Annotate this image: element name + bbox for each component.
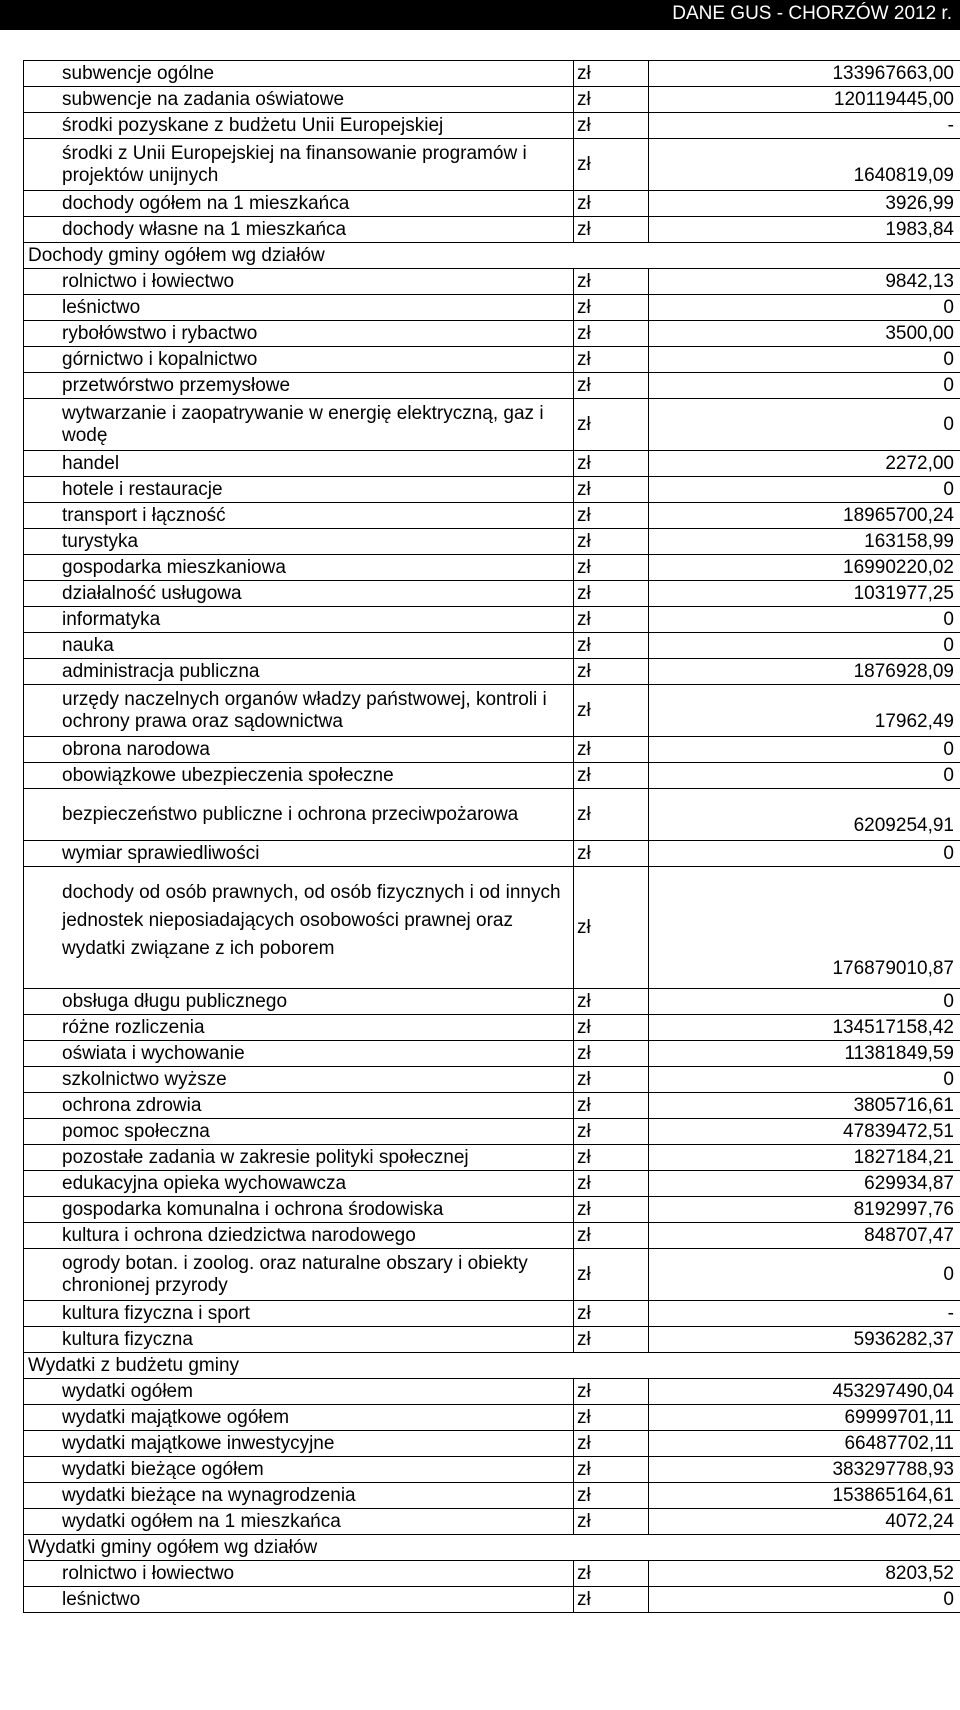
table-row <box>24 87 960 113</box>
currency-cell: zł <box>574 1327 649 1353</box>
currency-cell: zł <box>574 451 649 477</box>
value-cell: 0 <box>649 1249 960 1301</box>
table-row <box>24 295 960 321</box>
table-row <box>24 1535 960 1561</box>
table-row <box>24 529 960 555</box>
row-label: pozostałe zadania w zakresie polityki społecznej <box>24 1145 574 1171</box>
row-label: działalność usługowa <box>24 581 574 607</box>
value-cell: 3926,99 <box>649 191 960 217</box>
section-heading: Wydatki gminy ogółem wg działów <box>24 1535 574 1561</box>
currency-cell: zł <box>574 789 649 841</box>
value-cell: 4072,24 <box>649 1509 960 1535</box>
row-label: subwencje ogólne <box>24 61 574 87</box>
currency-cell: zł <box>574 763 649 789</box>
currency-cell: zł <box>574 607 649 633</box>
currency-cell: zł <box>574 1223 649 1249</box>
currency-cell: zł <box>574 191 649 217</box>
currency-cell: zł <box>574 529 649 555</box>
row-label: subwencje na zadania oświatowe <box>24 87 574 113</box>
value-cell: 9842,13 <box>649 269 960 295</box>
value-cell: 383297788,93 <box>649 1457 960 1483</box>
currency-cell: zł <box>574 113 649 139</box>
row-label: środki pozyskane z budżetu Unii Europejskiej <box>24 113 574 139</box>
row-label: obrona narodowa <box>24 737 574 763</box>
row-label: leśnictwo <box>24 295 574 321</box>
currency-cell: zł <box>574 1379 649 1405</box>
table-row <box>24 763 960 789</box>
row-label: różne rozliczenia <box>24 1015 574 1041</box>
value-cell: 6209254,91 <box>649 789 960 841</box>
section-heading: Wydatki z budżetu gminy <box>24 1353 574 1379</box>
row-label: gospodarka mieszkaniowa <box>24 555 574 581</box>
row-label: rybołówstwo i rybactwo <box>24 321 574 347</box>
currency-cell: zł <box>574 1041 649 1067</box>
row-label: kultura fizyczna i sport <box>24 1301 574 1327</box>
row-label: górnictwo i kopalnictwo <box>24 347 574 373</box>
row-label: leśnictwo <box>24 1587 574 1613</box>
currency-cell: zł <box>574 1509 649 1535</box>
row-label: pomoc społeczna <box>24 1119 574 1145</box>
table-row <box>24 503 960 529</box>
table-row <box>24 1431 960 1457</box>
currency-cell: zł <box>574 555 649 581</box>
row-label: kultura fizyczna <box>24 1327 574 1353</box>
row-label: obowiązkowe ubezpieczenia społeczne <box>24 763 574 789</box>
value-cell: 0 <box>649 737 960 763</box>
currency-cell: zł <box>574 321 649 347</box>
currency-cell: zł <box>574 477 649 503</box>
table-row <box>24 1457 960 1483</box>
row-label: wydatki majątkowe ogółem <box>24 1405 574 1431</box>
currency-cell: zł <box>574 1119 649 1145</box>
currency-cell: zł <box>574 269 649 295</box>
currency-cell: zł <box>574 659 649 685</box>
value-cell: 1640819,09 <box>649 139 960 191</box>
table-row <box>24 989 960 1015</box>
page-header-title: DANE GUS - CHORZÓW 2012 r. <box>672 3 952 24</box>
table-row <box>24 1145 960 1171</box>
table-row <box>24 737 960 763</box>
table-row <box>24 659 960 685</box>
currency-cell: zł <box>574 867 649 989</box>
value-cell: 2272,00 <box>649 451 960 477</box>
value-cell: 3805716,61 <box>649 1093 960 1119</box>
currency-cell: zł <box>574 581 649 607</box>
section-heading: Dochody gminy ogółem wg działów <box>24 243 574 269</box>
table-row <box>24 555 960 581</box>
currency-cell: zł <box>574 217 649 243</box>
table-row <box>24 841 960 867</box>
value-cell: 134517158,42 <box>649 1015 960 1041</box>
currency-cell: zł <box>574 1301 649 1327</box>
value-cell: 0 <box>649 477 960 503</box>
table-row <box>24 789 960 841</box>
row-label: ogrody botan. i zoolog. oraz naturalne obszary i obiekty chronionej przyrody <box>24 1249 574 1301</box>
table-row <box>24 321 960 347</box>
table-row <box>24 477 960 503</box>
row-label: ochrona zdrowia <box>24 1093 574 1119</box>
table-row <box>24 1561 960 1587</box>
currency-cell: zł <box>574 1015 649 1041</box>
row-label: rolnictwo i łowiectwo <box>24 1561 574 1587</box>
value-cell: 0 <box>649 989 960 1015</box>
value-cell: 0 <box>649 841 960 867</box>
value-cell: - <box>649 113 960 139</box>
row-label: bezpieczeństwo publiczne i ochrona przeciwpożarowa <box>24 789 574 841</box>
currency-cell: zł <box>574 503 649 529</box>
row-label: dochody ogółem na 1 mieszkańca <box>24 191 574 217</box>
value-cell: 0 <box>649 295 960 321</box>
currency-cell: zł <box>574 373 649 399</box>
value-cell: 18965700,24 <box>649 503 960 529</box>
table-row <box>24 581 960 607</box>
table-row <box>24 867 960 989</box>
table-row <box>24 1015 960 1041</box>
row-label: środki z Unii Europejskiej na finansowanie programów i projektów unijnych <box>24 139 574 191</box>
table-row <box>24 1197 960 1223</box>
currency-cell: zł <box>574 685 649 737</box>
table-row <box>24 1171 960 1197</box>
currency-cell: zł <box>574 1171 649 1197</box>
row-label: wydatki bieżące na wynagrodzenia <box>24 1483 574 1509</box>
row-label: transport i łączność <box>24 503 574 529</box>
table-row <box>24 1249 960 1301</box>
value-cell: 120119445,00 <box>649 87 960 113</box>
currency-cell: zł <box>574 347 649 373</box>
value-cell: 1876928,09 <box>649 659 960 685</box>
currency-cell: zł <box>574 1561 649 1587</box>
value-cell: 133967663,00 <box>649 61 960 87</box>
currency-cell: zł <box>574 139 649 191</box>
value-cell: - <box>649 1301 960 1327</box>
currency-cell: zł <box>574 1093 649 1119</box>
row-label: informatyka <box>24 607 574 633</box>
value-cell: 69999701,11 <box>649 1405 960 1431</box>
value-cell: 0 <box>649 607 960 633</box>
row-label: edukacyjna opieka wychowawcza <box>24 1171 574 1197</box>
section-empty-cell <box>574 1353 960 1379</box>
table-row <box>24 1405 960 1431</box>
value-cell: 11381849,59 <box>649 1041 960 1067</box>
table-row <box>24 451 960 477</box>
row-label: wydatki ogółem <box>24 1379 574 1405</box>
currency-cell: zł <box>574 1197 649 1223</box>
table-row <box>24 1041 960 1067</box>
table-row <box>24 1301 960 1327</box>
row-label: wydatki majątkowe inwestycyjne <box>24 1431 574 1457</box>
value-cell: 176879010,87 <box>649 867 960 989</box>
row-label: dochody własne na 1 mieszkańca <box>24 217 574 243</box>
page-header-bar <box>0 0 960 30</box>
value-cell: 47839472,51 <box>649 1119 960 1145</box>
value-cell: 848707,47 <box>649 1223 960 1249</box>
currency-cell: zł <box>574 1587 649 1613</box>
value-cell: 0 <box>649 399 960 451</box>
value-cell: 1827184,21 <box>649 1145 960 1171</box>
row-label: administracja publiczna <box>24 659 574 685</box>
value-cell: 1983,84 <box>649 217 960 243</box>
row-label: rolnictwo i łowiectwo <box>24 269 574 295</box>
currency-cell: zł <box>574 1145 649 1171</box>
value-cell: 0 <box>649 347 960 373</box>
value-cell: 0 <box>649 633 960 659</box>
table-row <box>24 1587 960 1613</box>
value-cell: 0 <box>649 1067 960 1093</box>
row-label: wymiar sprawiedliwości <box>24 841 574 867</box>
currency-cell: zł <box>574 989 649 1015</box>
table-row <box>24 685 960 737</box>
value-cell: 1031977,25 <box>649 581 960 607</box>
table-row <box>24 1327 960 1353</box>
row-label: obsługa długu publicznego <box>24 989 574 1015</box>
currency-cell: zł <box>574 1249 649 1301</box>
table-row <box>24 269 960 295</box>
value-cell: 153865164,61 <box>649 1483 960 1509</box>
table-row <box>24 347 960 373</box>
currency-cell: zł <box>574 61 649 87</box>
value-cell: 3500,00 <box>649 321 960 347</box>
table-row <box>24 607 960 633</box>
value-cell: 453297490,04 <box>649 1379 960 1405</box>
section-empty-cell <box>574 1535 960 1561</box>
currency-cell: zł <box>574 399 649 451</box>
value-cell: 8203,52 <box>649 1561 960 1587</box>
value-cell: 5936282,37 <box>649 1327 960 1353</box>
row-label: dochody od osób prawnych, od osób fizycznych i od innych jednostek nieposiadających osobowości prawnej oraz wydatki związane z ich poborem <box>24 867 574 989</box>
row-label: urzędy naczelnych organów władzy państwowej, kontroli i ochrony prawa oraz sądownictwa <box>24 685 574 737</box>
table-row <box>24 191 960 217</box>
table-row <box>24 1379 960 1405</box>
value-cell: 16990220,02 <box>649 555 960 581</box>
value-cell: 0 <box>649 1587 960 1613</box>
table-row <box>24 217 960 243</box>
table-row <box>24 633 960 659</box>
currency-cell: zł <box>574 737 649 763</box>
value-cell: 163158,99 <box>649 529 960 555</box>
value-cell: 0 <box>649 763 960 789</box>
row-label: wydatki ogółem na 1 mieszkańca <box>24 1509 574 1535</box>
statistics-table <box>23 60 960 1613</box>
value-cell: 66487702,11 <box>649 1431 960 1457</box>
table-row <box>24 1223 960 1249</box>
table-row <box>24 1119 960 1145</box>
table-row <box>24 1067 960 1093</box>
table-row <box>24 399 960 451</box>
table-row <box>24 1483 960 1509</box>
table-row <box>24 373 960 399</box>
currency-cell: zł <box>574 841 649 867</box>
value-cell: 629934,87 <box>649 1171 960 1197</box>
row-label: nauka <box>24 633 574 659</box>
value-cell: 0 <box>649 373 960 399</box>
row-label: przetwórstwo przemysłowe <box>24 373 574 399</box>
row-label: gospodarka komunalna i ochrona środowiska <box>24 1197 574 1223</box>
table-row <box>24 139 960 191</box>
value-cell: 17962,49 <box>649 685 960 737</box>
section-empty-cell <box>574 243 960 269</box>
row-label: wydatki bieżące ogółem <box>24 1457 574 1483</box>
table-row <box>24 1093 960 1119</box>
row-label: turystyka <box>24 529 574 555</box>
currency-cell: zł <box>574 1431 649 1457</box>
table-row <box>24 113 960 139</box>
table-row <box>24 61 960 87</box>
row-label: oświata i wychowanie <box>24 1041 574 1067</box>
row-label: szkolnictwo wyższe <box>24 1067 574 1093</box>
row-label: wytwarzanie i zaopatrywanie w energię elektryczną, gaz i wodę <box>24 399 574 451</box>
currency-cell: zł <box>574 1067 649 1093</box>
row-label: kultura i ochrona dziedzictwa narodowego <box>24 1223 574 1249</box>
currency-cell: zł <box>574 295 649 321</box>
currency-cell: zł <box>574 87 649 113</box>
value-cell: 8192997,76 <box>649 1197 960 1223</box>
currency-cell: zł <box>574 1457 649 1483</box>
currency-cell: zł <box>574 633 649 659</box>
currency-cell: zł <box>574 1483 649 1509</box>
table-row <box>24 1509 960 1535</box>
table-row <box>24 243 960 269</box>
row-label: hotele i restauracje <box>24 477 574 503</box>
currency-cell: zł <box>574 1405 649 1431</box>
row-label: handel <box>24 451 574 477</box>
table-row <box>24 1353 960 1379</box>
